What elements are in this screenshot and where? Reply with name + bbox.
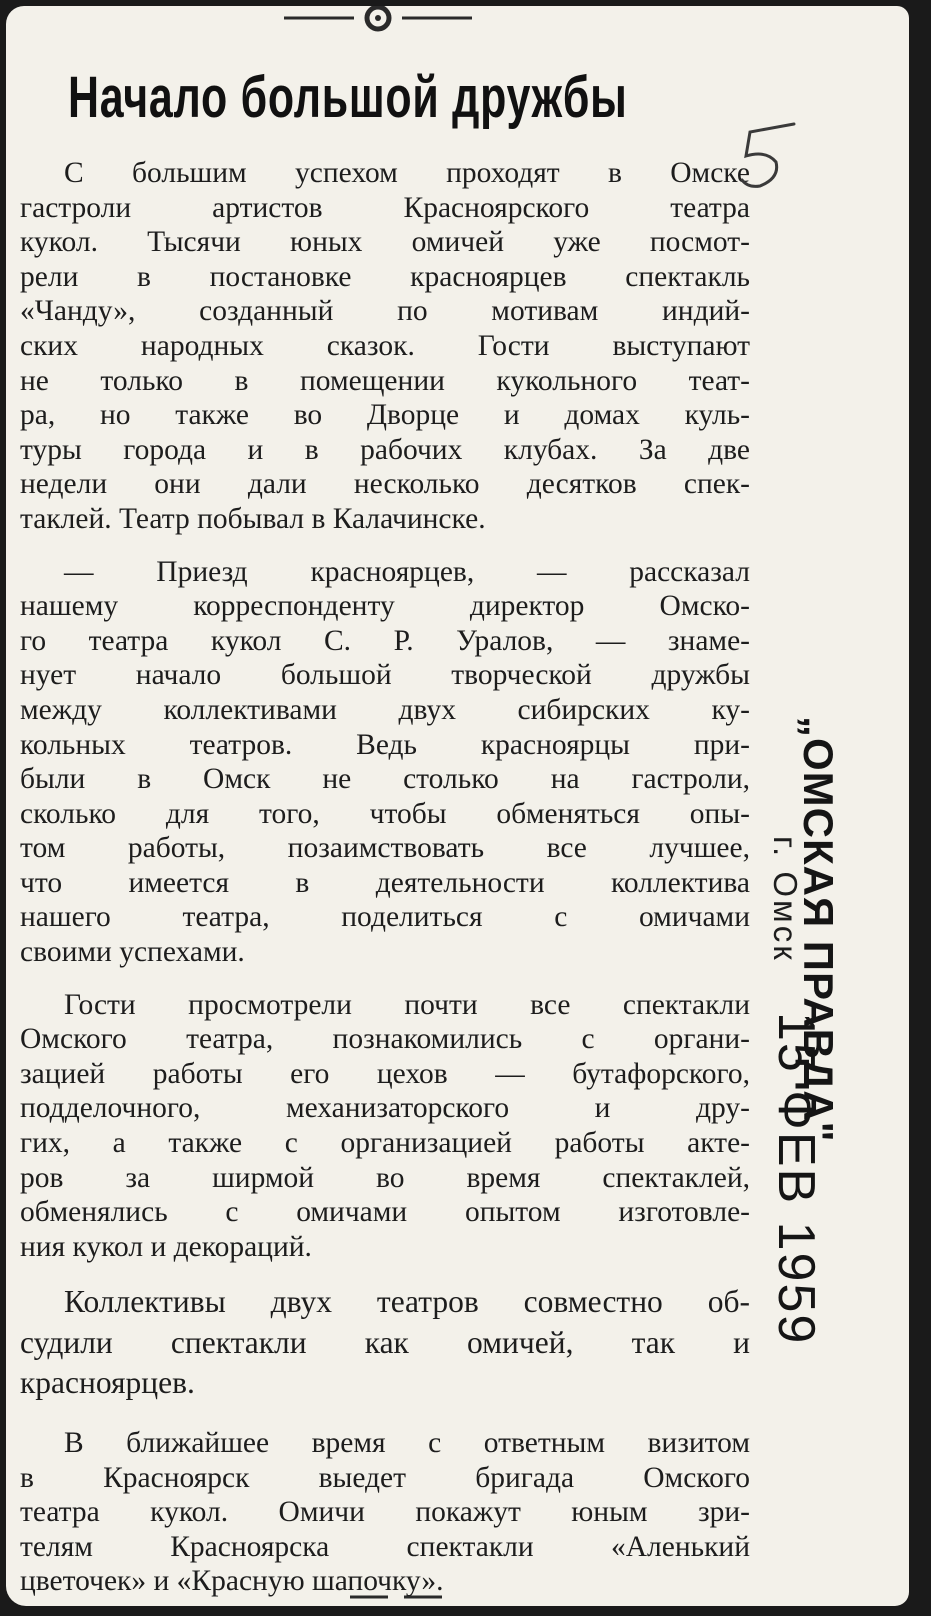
text-line: ров за ширмой во время спектаклей,: [20, 1161, 750, 1194]
text-line: театра кукол. Омичи покажут юным зри-: [20, 1496, 750, 1529]
headline: Начало большой дружбы: [68, 65, 628, 130]
text-line: — Приезд красноярцев, — рассказал: [64, 555, 750, 588]
text-line: красноярцев.: [20, 1365, 195, 1401]
text-line: своими успехами.: [20, 936, 245, 969]
text-line: подделочного, механизаторского и дру-: [20, 1092, 750, 1125]
text-line: го театра кукол С. Р. Уралов, — знаме-: [20, 624, 750, 657]
text-line: Коллективы двух театров совместно об-: [64, 1284, 750, 1320]
bottom-rule-icon: [348, 1592, 444, 1602]
paragraph-4: [20, 1282, 750, 1404]
text-line: ских народных сказок. Гости выступают: [20, 329, 750, 362]
pencil-mark-icon: [736, 116, 816, 196]
text-line: Гости просмотрели почти все спектакли: [64, 988, 750, 1021]
text-line: С большим успехом проходят в Омске: [64, 157, 750, 189]
text-line: были в Омск не столько на гастроли,: [20, 763, 750, 796]
stamp-newspaper-name: „ОМСКАЯ ПРАВДА": [795, 716, 842, 1143]
paragraph-5: [20, 1426, 750, 1599]
ornamental-rule-icon: [278, 6, 478, 32]
text-line: В ближайшее время с ответным визитом: [64, 1426, 750, 1459]
archive-stamp: [752, 336, 842, 1346]
text-line: нашему корреспонденту директор Омско-: [20, 590, 750, 623]
text-line: ния кукол и декораций.: [20, 1230, 312, 1263]
paragraph-2: [20, 555, 750, 970]
article-body: [20, 156, 750, 1606]
text-line: гих, а также с организацией работы акте-: [20, 1127, 750, 1160]
newspaper-clipping: [6, 6, 909, 1606]
text-line: нует начало большой творческой дружбы: [20, 659, 750, 692]
text-line: обменялись с омичами опытом изготовле-: [20, 1196, 750, 1229]
stamp-city: г. Омск: [767, 836, 804, 963]
text-line: не только в помещении кукольного теат-: [20, 364, 750, 397]
text-line: кольных театров. Ведь красноярцы при-: [20, 728, 750, 761]
paragraph-3: [20, 988, 750, 1265]
text-line: гастроли артистов Красноярского театра: [20, 191, 750, 224]
text-line: телям Красноярска спектакли «Аленький: [20, 1530, 750, 1563]
text-line: между коллективами двух сибирских ку-: [20, 693, 750, 726]
text-line: недели они дали несколько десятков спек-: [20, 468, 750, 501]
stamp-date: 15 ФЕВ 1959: [767, 1012, 825, 1346]
text-line: судили спектакли как омичей, так и: [20, 1324, 750, 1360]
text-line: ра, но также во Дворце и домах куль-: [20, 399, 750, 432]
text-line: нашего театра, поделиться с омичами: [20, 901, 750, 934]
paragraph-1: [20, 156, 750, 537]
text-line: том работы, позаимствовать все лучшее,: [20, 832, 750, 865]
text-line: в Красноярск выедет бригада Омского: [20, 1461, 750, 1494]
text-line: туры города и в рабочих клубах. За две: [20, 433, 750, 466]
text-line: «Чанду», созданный по мотивам индий-: [20, 295, 750, 328]
text-line: сколько для того, чтобы обменяться опы-: [20, 797, 750, 830]
text-line: кукол. Тысячи юных омичей уже посмот-: [20, 226, 750, 259]
text-line: рели в постановке красноярцев спектакль: [20, 260, 750, 293]
text-line: зацией работы его цехов — бутафорского,: [20, 1057, 750, 1090]
text-line: таклей. Театр побывал в Калачинске.: [20, 502, 486, 535]
text-line: что имеется в деятельности коллектива: [20, 866, 750, 899]
text-line: Омского театра, познакомились с органи-: [20, 1023, 750, 1056]
text-line: цветочек» и «Красную шапочку».: [20, 1565, 444, 1598]
